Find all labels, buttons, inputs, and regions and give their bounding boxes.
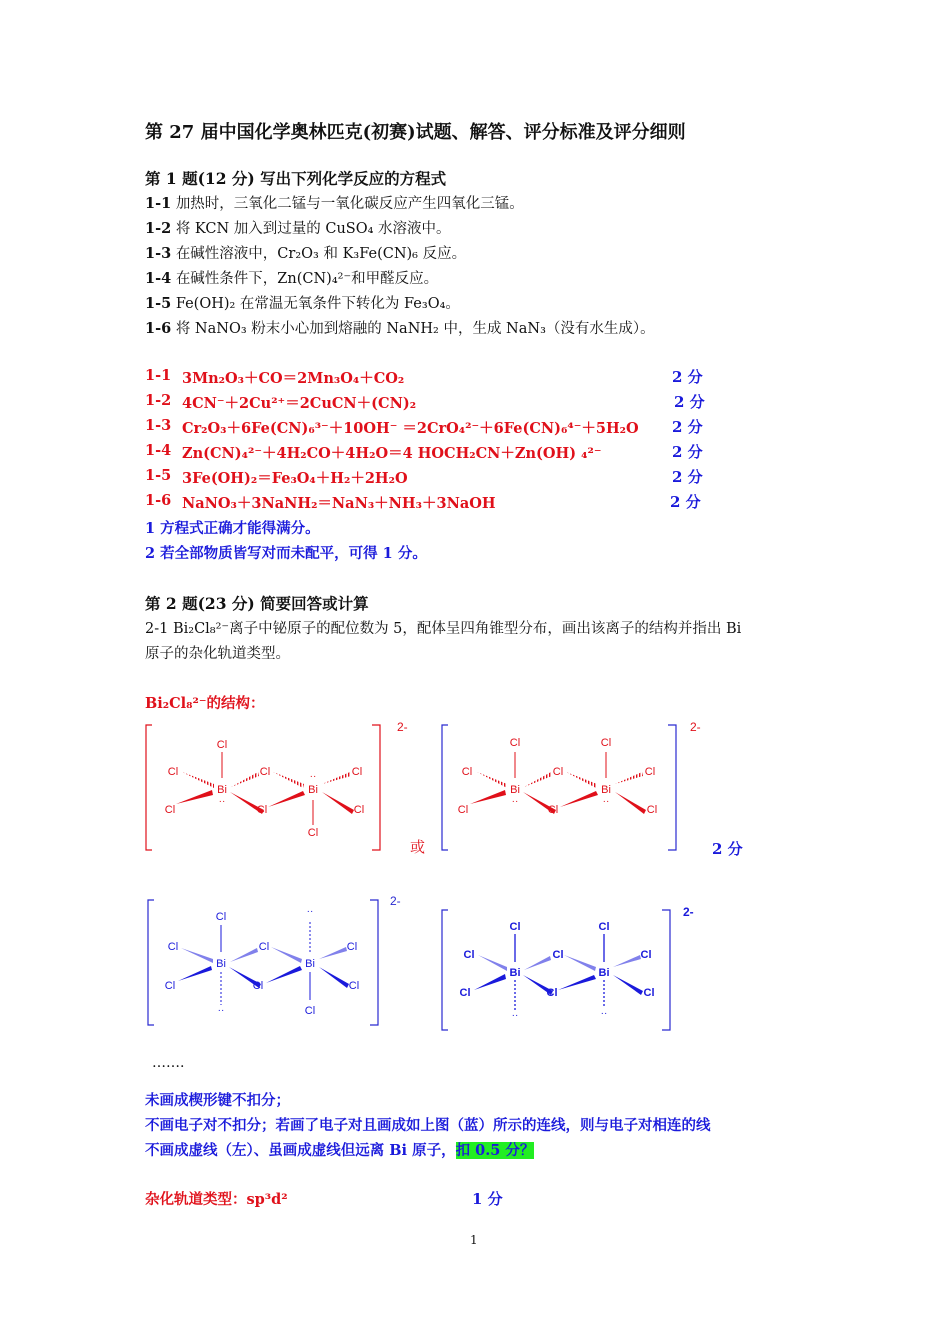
wedge-bond — [178, 966, 212, 981]
answer-num: 1-3 — [145, 417, 172, 434]
q1-item-text: 将 NaNO₃ 粉末小心加到熔融的 NaNH₂ 中，生成 NaN₃（没有水生成）。 — [175, 321, 655, 337]
hashed-bond — [524, 772, 552, 787]
q1-item-text: 在碱性溶液中，Cr₂O₃ 和 K₃Fe(CN)₆ 反应。 — [175, 246, 467, 262]
q1-note-1: 1 方程式正确才能得满分。 — [145, 520, 320, 537]
hashed-bond — [477, 772, 507, 788]
chlorine-atom: Cl — [164, 980, 176, 992]
answer-num: 1-2 — [145, 392, 172, 409]
page-title: 第 27 届中国化学奥林匹克(初赛)试题、解答、评分标准及评分细则 — [145, 122, 686, 143]
hashed-bond — [524, 956, 551, 970]
wedge-bond — [268, 791, 305, 807]
structure-b — [442, 720, 701, 850]
hashed-bond — [231, 772, 259, 787]
answer-equation: 4CN⁻＋2Cu²⁺＝2CuCN＋(CN)₂ — [182, 395, 417, 412]
charge-label: 2- — [397, 720, 408, 734]
charge-label: 2- — [683, 905, 694, 919]
bismuth-atom: Bi — [216, 958, 226, 970]
hashed-bond — [566, 772, 597, 788]
bismuth-atom: Bi — [308, 784, 318, 796]
chlorine-atom: Cl — [353, 804, 365, 816]
chlorine-atom: Cl — [643, 987, 655, 999]
right-bracket — [370, 900, 378, 1025]
q1-note-2: 2 若全部物质皆写对而未配平，可得 1 分。 — [145, 545, 427, 562]
answer-equation: 3Mn₂O₃＋CO＝2Mn₃O₄＋CO₂ — [182, 370, 405, 387]
wedge-bond — [470, 790, 506, 804]
bismuth-atom: Bi — [598, 967, 610, 979]
right-bracket — [662, 910, 670, 1030]
answer-score: 2 分 — [674, 393, 705, 411]
chlorine-atom: Cl — [459, 987, 471, 999]
q1-item-text: 将 KCN 加入到过量的 CuSO₄ 水溶液中。 — [175, 221, 451, 237]
left-bracket — [442, 910, 448, 1030]
lone-pair: ·· — [218, 796, 226, 807]
bismuth-atom: Bi — [510, 784, 520, 796]
chlorine-atom: Cl — [461, 766, 473, 778]
wedge-bond — [322, 792, 354, 814]
q1-item-num: 1-6 — [145, 320, 172, 337]
structure-a — [146, 720, 408, 850]
wedge-bond — [176, 790, 213, 804]
page-number: 1 — [470, 1233, 478, 1247]
answer-equation: Cr₂O₃＋6Fe(CN)₆³⁻＋10OH⁻ ＝2CrO₄²⁻＋6Fe(CN)₆⁴⁻＋5H₂O — [182, 420, 639, 437]
q1-item-num: 1-4 — [145, 270, 172, 287]
answer-score: 2 分 — [672, 443, 703, 461]
chlorine-atom: Cl — [600, 737, 612, 749]
charge-label: 2- — [690, 720, 701, 734]
bismuth-atom: Bi — [509, 967, 521, 979]
chlorine-atom: Cl — [546, 987, 558, 999]
structure-d — [442, 905, 694, 1030]
chlorine-atom: Cl — [167, 766, 179, 778]
answer-num: 1-4 — [145, 442, 172, 459]
chlorine-atom: Cl — [509, 921, 521, 933]
lone-pair: ·· — [602, 796, 610, 807]
chlorine-atom: Cl — [216, 739, 228, 751]
q1-item-text: 加热时，三氧化二锰与一氧化碳反应产生四氧化三锰。 — [175, 196, 524, 212]
chlorine-atom: Cl — [509, 737, 521, 749]
right-bracket — [372, 725, 380, 850]
answer-score: 2 分 — [670, 493, 701, 511]
charge-label: 2- — [390, 894, 401, 908]
q1-item-text: 在碱性条件下，Zn(CN)₄²⁻和甲醛反应。 — [175, 271, 439, 287]
chlorine-atom: Cl — [167, 941, 179, 953]
hashed-bond — [613, 955, 641, 967]
bismuth-atom: Bi — [305, 958, 315, 970]
q1-item-num: 1-2 — [145, 220, 172, 237]
chlorine-atom: Cl — [457, 804, 469, 816]
wedge-bond — [615, 792, 646, 814]
lone-pair: ·· — [306, 906, 314, 917]
chlorine-atom: Cl — [547, 804, 559, 816]
chlorine-atom: Cl — [552, 949, 564, 961]
chlorine-atom: Cl — [463, 949, 475, 961]
chlorine-atom: Cl — [256, 804, 268, 816]
lone-pair: ·· — [217, 1005, 225, 1016]
hashed-bond — [319, 947, 347, 959]
q21-text-line1: 2-1 Bi₂Cl₈²⁻离子中铋原子的配位数为 5，配体呈四角锥型分布，画出该离子的结构并指出 Bi — [145, 621, 742, 637]
chlorine-atom: Cl — [640, 949, 652, 961]
chlorine-atom: Cl — [552, 766, 564, 778]
chlorine-atom: Cl — [348, 980, 360, 992]
chlorine-atom: Cl — [307, 827, 319, 839]
hashed-bond — [478, 955, 507, 971]
q1-item-num: 1-1 — [145, 195, 172, 212]
q2-heading: 第 2 题(23 分) 简要回答或计算 — [145, 594, 369, 613]
answer-score: 2 分 — [672, 468, 703, 486]
highlighted-deduction: 扣 0.5 分？ — [455, 1142, 535, 1159]
answer-equation: Zn(CN)₄²⁻＋4H₂CO＋4H₂O＝4 HOCH₂CN＋Zn(OH) ₄²⁻ — [182, 445, 602, 462]
wedge-bond — [560, 791, 598, 807]
right-bracket — [668, 725, 676, 850]
q1-item-text: Fe(OH)₂ 在常温无氧条件下转化为 Fe₃O₄。 — [175, 296, 460, 312]
answer-score: 2 分 — [672, 418, 703, 436]
chlorine-atom: Cl — [164, 804, 176, 816]
chlorine-atom: Cl — [351, 766, 363, 778]
chlorine-atom: Cl — [215, 911, 227, 923]
lone-pair: ·· — [309, 771, 317, 782]
note-deduction-text: 不画成虚线（左）、虽画成虚线但远离 Bi 原子， — [145, 1142, 456, 1159]
chlorine-atom: Cl — [304, 1005, 316, 1017]
wedge-bond — [613, 975, 643, 995]
answer-num: 1-6 — [145, 492, 172, 509]
wedge-bond — [319, 967, 349, 988]
wedge-bond — [474, 974, 506, 990]
hashed-bond — [564, 955, 596, 971]
ellipsis: ……. — [152, 1055, 185, 1071]
lone-pair: ·· — [511, 796, 519, 807]
or-label: 或 — [410, 839, 426, 856]
note-deduction — [145, 1139, 534, 1160]
left-bracket — [148, 900, 154, 1025]
structure-c — [148, 894, 401, 1025]
q21-text-line2: 原子的杂化轨道类型。 — [145, 646, 290, 662]
structure-label: Bi₂Cl₈²⁻的结构： — [145, 695, 265, 712]
chlorine-atom: Cl — [259, 766, 271, 778]
chlorine-atom: Cl — [346, 941, 358, 953]
wedge-bond — [558, 975, 596, 990]
hashed-bond — [273, 772, 304, 788]
answer-num: 1-5 — [145, 467, 172, 484]
answer-equation: NaNO₃＋3NaNH₂＝NaN₃＋NH₃＋3NaOH — [182, 495, 496, 512]
wedge-bond — [266, 966, 302, 983]
q1-item-num: 1-5 — [145, 295, 172, 312]
chlorine-atom: Cl — [598, 921, 610, 933]
hashed-bond — [182, 772, 214, 788]
hashed-bond — [615, 772, 643, 784]
chlorine-atom: Cl — [252, 980, 264, 992]
note-wedge: 未画成楔形键不扣分； — [145, 1092, 290, 1109]
bismuth-atom: Bi — [217, 784, 227, 796]
answer-num: 1-1 — [145, 367, 172, 384]
left-bracket — [442, 725, 448, 850]
lone-pair: ·· — [511, 1010, 519, 1021]
q1-heading: 第 1 题(12 分) 写出下列化学反应的方程式 — [145, 169, 447, 188]
chlorine-atom: Cl — [646, 804, 658, 816]
answer-score: 2 分 — [672, 368, 703, 386]
hashed-bond — [181, 948, 213, 963]
q1-item-num: 1-3 — [145, 245, 172, 262]
note-lone-pair: 不画电子对不扣分；若画了电子对且画成如上图（蓝）所示的连线，则与电子对相连的线 — [145, 1117, 711, 1134]
hybrid-label: 杂化轨道类型：sp³d² — [145, 1191, 288, 1208]
hashed-bond — [230, 948, 258, 962]
hashed-bond — [271, 947, 302, 963]
left-bracket — [146, 725, 152, 850]
chlorine-atom: Cl — [258, 941, 270, 953]
hybrid-score: 1 分 — [472, 1190, 503, 1208]
lone-pair: ·· — [600, 1008, 608, 1019]
answer-equation: 3Fe(OH)₂＝Fe₃O₄＋H₂＋2H₂O — [182, 470, 408, 487]
hashed-bond — [322, 772, 351, 784]
bismuth-atom: Bi — [601, 784, 611, 796]
structure-score: 2 分 — [712, 840, 743, 858]
chlorine-atom: Cl — [644, 766, 656, 778]
